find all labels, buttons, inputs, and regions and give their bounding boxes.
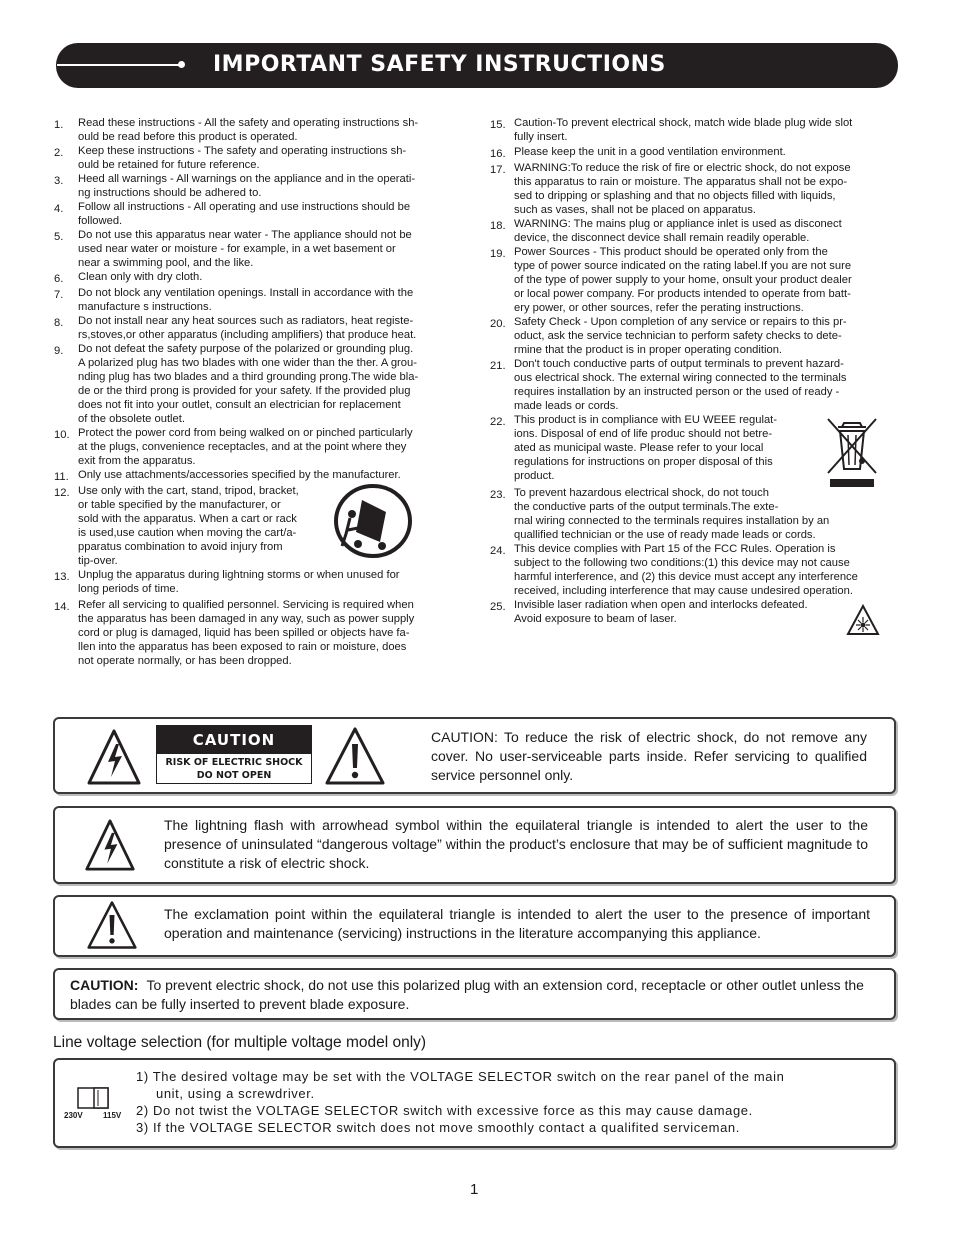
instruction-text (78, 342, 464, 426)
instruction-line: subject to the following two conditions:(1) this device may not cause (514, 557, 850, 569)
instruction-number: 8. (54, 317, 64, 329)
page-number: 1 (470, 1181, 479, 1198)
instruction-line: WARNING: The mains plug or appliance inlet is used as disconect (514, 218, 842, 230)
instruction-text (78, 200, 464, 228)
instruction-line: fully insert. (514, 131, 568, 143)
plug-caution-label: CAUTION: (70, 977, 139, 993)
header-decorative-line (57, 64, 179, 66)
instruction-number: 5. (54, 231, 64, 243)
instruction-line: does not fit into your outlet, consult an electrician for replacement (78, 399, 401, 411)
instruction-line: of the obsolete outlet. (78, 413, 185, 425)
instruction-line: exit from the apparatus. (78, 455, 196, 467)
instruction-line: near a swimming pool, and the like. (78, 257, 254, 269)
instruction-text (514, 116, 902, 144)
instruction-number: 6. (54, 273, 64, 285)
instruction-line: ould be read before this product is operated. (78, 131, 298, 143)
instruction-line: this apparatus to rain or moisture. The apparatus shall not be expo- (514, 176, 848, 188)
instruction-number: 20. (490, 318, 506, 330)
instruction-line: Avoid exposure to beam of laser. (514, 613, 677, 625)
switch-label-230v: 230V (64, 1111, 83, 1120)
instruction-line: A polarized plug has two blades with one wider than the ther. A grou- (78, 357, 417, 369)
instruction-text (514, 315, 902, 357)
instruction-text (78, 568, 464, 596)
instruction-line: Keep these instructions - The safety and operating instructions sh- (78, 145, 407, 157)
voltage-instructions-list (136, 1068, 876, 1136)
instruction-text (78, 270, 464, 284)
instruction-line: Use only with the cart, stand, tripod, bracket, (78, 485, 299, 497)
instruction-line: device, the disconnect device shall remain readily operable. (514, 232, 810, 244)
instruction-line: Don't touch conductive parts of output terminals to prevent hazard- (514, 358, 844, 370)
header-decorative-dot (178, 61, 185, 68)
instruction-number: 19. (490, 248, 506, 260)
right-instructions-column (490, 116, 902, 626)
instruction-line: of the type of power supply to your home, onsult your product dealer (514, 274, 852, 286)
instruction-number: 9. (54, 345, 64, 357)
instruction-line: used near water or moisture - for example, in a wet basement or (78, 243, 396, 255)
instruction-text (514, 145, 902, 159)
instruction-text (514, 217, 902, 245)
instruction-line: ated as municipal waste. Please refer to your local (514, 442, 764, 454)
page-title: IMPORTANT SAFETY INSTRUCTIONS (213, 52, 666, 77)
instruction-line: This device complies with Part 15 of the FCC Rules. Operation is (514, 543, 836, 555)
instruction-line: This product is in compliance with EU WEEE regulat- (514, 414, 778, 426)
instruction-line: ould be retained for future reference. (78, 159, 260, 171)
instruction-item (54, 200, 464, 228)
instruction-number: 18. (490, 220, 506, 232)
instruction-item (54, 568, 464, 596)
instruction-number: 10. (54, 429, 70, 441)
instruction-number: 16. (490, 148, 506, 160)
instruction-number: 14. (54, 601, 70, 613)
instruction-item (54, 286, 464, 314)
instruction-line: ng instructions should be adhered to. (78, 187, 262, 199)
instruction-line: harmful interference, and (2) this device must accept any interference (514, 571, 858, 583)
lightning-triangle-icon (86, 728, 142, 786)
instruction-line: Read these instructions - All the safety and operating instructions sh- (78, 117, 419, 129)
instruction-item (490, 315, 902, 357)
instruction-line: Do not defeat the safety purpose of the polarized or grounding plug. (78, 343, 414, 355)
instruction-line: such as vases, shall not be placed on apparatus. (514, 204, 756, 216)
instruction-item (490, 161, 902, 217)
instruction-item (54, 314, 464, 342)
instruction-text (78, 426, 464, 468)
instruction-text (514, 486, 902, 542)
instruction-line: WARNING:To reduce the risk of fire or electric shock, do not expose (514, 162, 851, 174)
instruction-item (54, 172, 464, 200)
exclamation-triangle-icon (324, 726, 386, 786)
instruction-line: received, including interference that may cause undesired operation. (514, 585, 853, 597)
voltage-instruction: 1) The desired voltage may be set with the VOLTAGE SELECTOR switch on the rear panel of the main (136, 1069, 785, 1084)
lightning-explanation-text: The lightning flash with arrowhead symbol within the equilateral triangle is intended to alert the user to the presence of uninsulated “dangerous voltage” within the product’s enclosure that may be of sufficient magnitude to constitute a risk of electric shock. (164, 817, 868, 871)
caution-box-text: CAUTION: To reduce the risk of electric shock, do not remove any cover. No user-serviceable parts inside. Refer servicing to qualified service personnel only. (431, 729, 867, 783)
instruction-text (78, 144, 464, 172)
voltage-instruction: 3) If the VOLTAGE SELECTOR switch does not move smoothly contact a qualifited serviceman. (136, 1120, 740, 1135)
voltage-instruction: 2) Do not twist the VOLTAGE SELECTOR switch with excessive force as this may cause damage. (136, 1103, 753, 1118)
instruction-line: quallified technician or the use of ready made leads or cords. (514, 529, 816, 541)
instruction-text (514, 245, 902, 315)
exclamation-explanation-text: The exclamation point within the equilateral triangle is intended to alert the user to the presence of important operation and maintenance (servicing) instructions in the literature accompanying this appliance. (164, 906, 870, 941)
instruction-line: made leads or cords. (514, 400, 619, 412)
instruction-line: or local power company. For products intended to operate from batt- (514, 288, 851, 300)
instruction-text (514, 413, 814, 483)
instruction-item (490, 357, 902, 413)
instruction-line: cord or plug is damaged, liquid has been spilled or objects have fa- (78, 627, 410, 639)
voltage-section-title: Line voltage selection (for multiple voltage model only) (53, 1034, 427, 1051)
instruction-line: Do not block any ventilation openings. Install in accordance with the (78, 287, 414, 299)
plug-caution-text-block (70, 976, 882, 1014)
instruction-item (54, 116, 464, 144)
instruction-line: not operate normally, or has been dropped. (78, 655, 292, 667)
instruction-number: 2. (54, 147, 64, 159)
instruction-number: 7. (54, 289, 64, 301)
instruction-line: followed. (78, 215, 123, 227)
instruction-number: 1. (54, 119, 64, 131)
instruction-number: 4. (54, 203, 64, 215)
instruction-line: Safety Check - Upon completion of any service or repairs to this pr- (514, 316, 847, 328)
instruction-item (54, 426, 464, 468)
plug-caution-text: To prevent electric shock, do not use this polarized plug with an extension cord, receptacle or other outlet unless the blades can be fully inserted to prevent blade exposure. (70, 977, 864, 1012)
instruction-line: Follow all instructions - All operating and use instructions should be (78, 201, 411, 213)
caution-label-title: CAUTION (157, 726, 311, 754)
instruction-line: ions. Disposal of end of life produc should not betre- (514, 428, 773, 440)
instruction-line: sold with the apparatus. When a cart or rack (78, 513, 297, 525)
instruction-text (514, 598, 902, 626)
instruction-line: llen into the apparatus has been exposed to rain or moisture, does (78, 641, 407, 653)
instruction-line: ous electrical shock. The external wiring connected to the terminals (514, 372, 847, 384)
instruction-number: 24. (490, 545, 506, 557)
instruction-line: Refer all servicing to qualified personnel. Servicing is required when (78, 599, 414, 611)
instruction-number: 3. (54, 175, 64, 187)
instruction-line: the apparatus has been damaged in any way, such as power supply (78, 613, 415, 625)
switch-label-115v: 115V (103, 1111, 122, 1120)
lightning-triangle-icon (84, 818, 136, 872)
instruction-line: pparatus combination to avoid injury from (78, 541, 283, 553)
instruction-line: Power Sources - This product should be operated only from the (514, 246, 828, 258)
instruction-line: Clean only with dry cloth. (78, 271, 203, 283)
instruction-number: 17. (490, 164, 506, 176)
instruction-line: the conductive parts of the output terminals.The exte- (514, 501, 779, 513)
instruction-text (514, 357, 902, 413)
instruction-text (78, 484, 328, 568)
instruction-number: 11. (54, 471, 69, 483)
exclamation-triangle-icon (84, 900, 140, 950)
instruction-item (54, 468, 464, 484)
cart-tipover-icon (334, 484, 412, 558)
instruction-line: Please keep the unit in a good ventilation environment. (514, 146, 786, 158)
instruction-text (78, 228, 464, 270)
instruction-line: Do not use this apparatus near water - The appliance should not be (78, 229, 412, 241)
instruction-item (490, 145, 902, 161)
instruction-item (490, 598, 902, 626)
instruction-line: product. (514, 470, 555, 482)
instruction-item (54, 342, 464, 426)
caution-label (156, 725, 312, 784)
instruction-item (490, 245, 902, 315)
instruction-line: is used,use caution when moving the cart/a- (78, 527, 297, 539)
instruction-line: de or the third prong is provided for your safety. If the provided plug (78, 385, 411, 397)
instruction-line: regulations for instructions on proper disposal of this (514, 456, 773, 468)
instruction-number: 21. (490, 360, 506, 372)
left-instructions-column (54, 116, 464, 668)
instruction-line: ery power, or other sources, refer the perating instructions. (514, 302, 804, 314)
instruction-line: type of power source indicated on the rating label.If you are not sure (514, 260, 852, 272)
instruction-number: 22. (490, 416, 506, 428)
instruction-line: rmine that the product is in proper operating condition. (514, 344, 783, 356)
laser-warning-icon (846, 604, 880, 636)
instruction-text (78, 314, 464, 342)
instruction-item (54, 144, 464, 172)
instruction-line: sed to dripping or splashing and that no objects filled with liquids, (514, 190, 836, 202)
instruction-number: 12. (54, 487, 70, 499)
instruction-line: requires installation by an instructed person or the used of ready - (514, 386, 840, 398)
instruction-line: manufacture s instructions. (78, 301, 212, 313)
instruction-text (78, 598, 464, 668)
instruction-line: Protect the power cord from being walked on or pinched particularly (78, 427, 413, 439)
instruction-item (54, 270, 464, 286)
instruction-line: tip-over. (78, 555, 118, 567)
instruction-line: Unplug the apparatus during lightning storms or when unused for (78, 569, 400, 581)
caution-label-line1: RISK OF ELECTRIC SHOCK (165, 757, 303, 768)
instruction-line: Only use attachments/accessories specified by the manufacturer. (78, 469, 401, 481)
caution-label-line2: DO NOT OPEN (196, 770, 272, 781)
instruction-number: 15. (490, 119, 506, 131)
instruction-line: To prevent hazardous electrical shock, do not touch (514, 487, 769, 499)
instruction-text (78, 172, 464, 200)
instruction-item (490, 116, 902, 144)
instruction-line: Do not install near any heat sources such as radiators, heat registe- (78, 315, 414, 327)
instruction-line: at the plugs, convenience receptacles, and at the point where they (78, 441, 407, 453)
instruction-line: long periods of time. (78, 583, 179, 595)
instruction-number: 25. (490, 601, 506, 613)
voltage-instruction-continued: unit, using a screwdriver. (156, 1086, 315, 1101)
instruction-text (78, 286, 464, 314)
instruction-text (514, 542, 902, 598)
instruction-line: oduct, ask the service technician to perform safety checks to dete- (514, 330, 842, 342)
instruction-item (54, 228, 464, 270)
instruction-item (54, 598, 464, 668)
instruction-item (490, 217, 902, 245)
instruction-text (78, 468, 464, 482)
instruction-line: rnal wiring connected to the terminals requires installation by an (514, 515, 830, 527)
instruction-line: Caution-To prevent electrical shock, match wide blade plug wide slot (514, 117, 853, 129)
instruction-number: 23. (490, 489, 506, 501)
instruction-item (490, 486, 902, 542)
instruction-text (78, 116, 464, 144)
instruction-line: Invisible laser radiation when open and interlocks defeated. (514, 599, 808, 611)
instruction-item (490, 542, 902, 598)
instruction-text (514, 161, 902, 217)
weee-crossed-bin-icon (824, 413, 880, 489)
instruction-line: Heed all warnings - All warnings on the appliance and in the operati- (78, 173, 416, 185)
instruction-number: 13. (54, 571, 70, 583)
instruction-line: nding plug has two blades and a third grounding prong.The wide bla- (78, 371, 419, 383)
instruction-line: rs,stoves,or other apparatus (including amplifiers) that produce heat. (78, 329, 417, 341)
instruction-line: or table specified by the manufacturer, or (78, 499, 281, 511)
